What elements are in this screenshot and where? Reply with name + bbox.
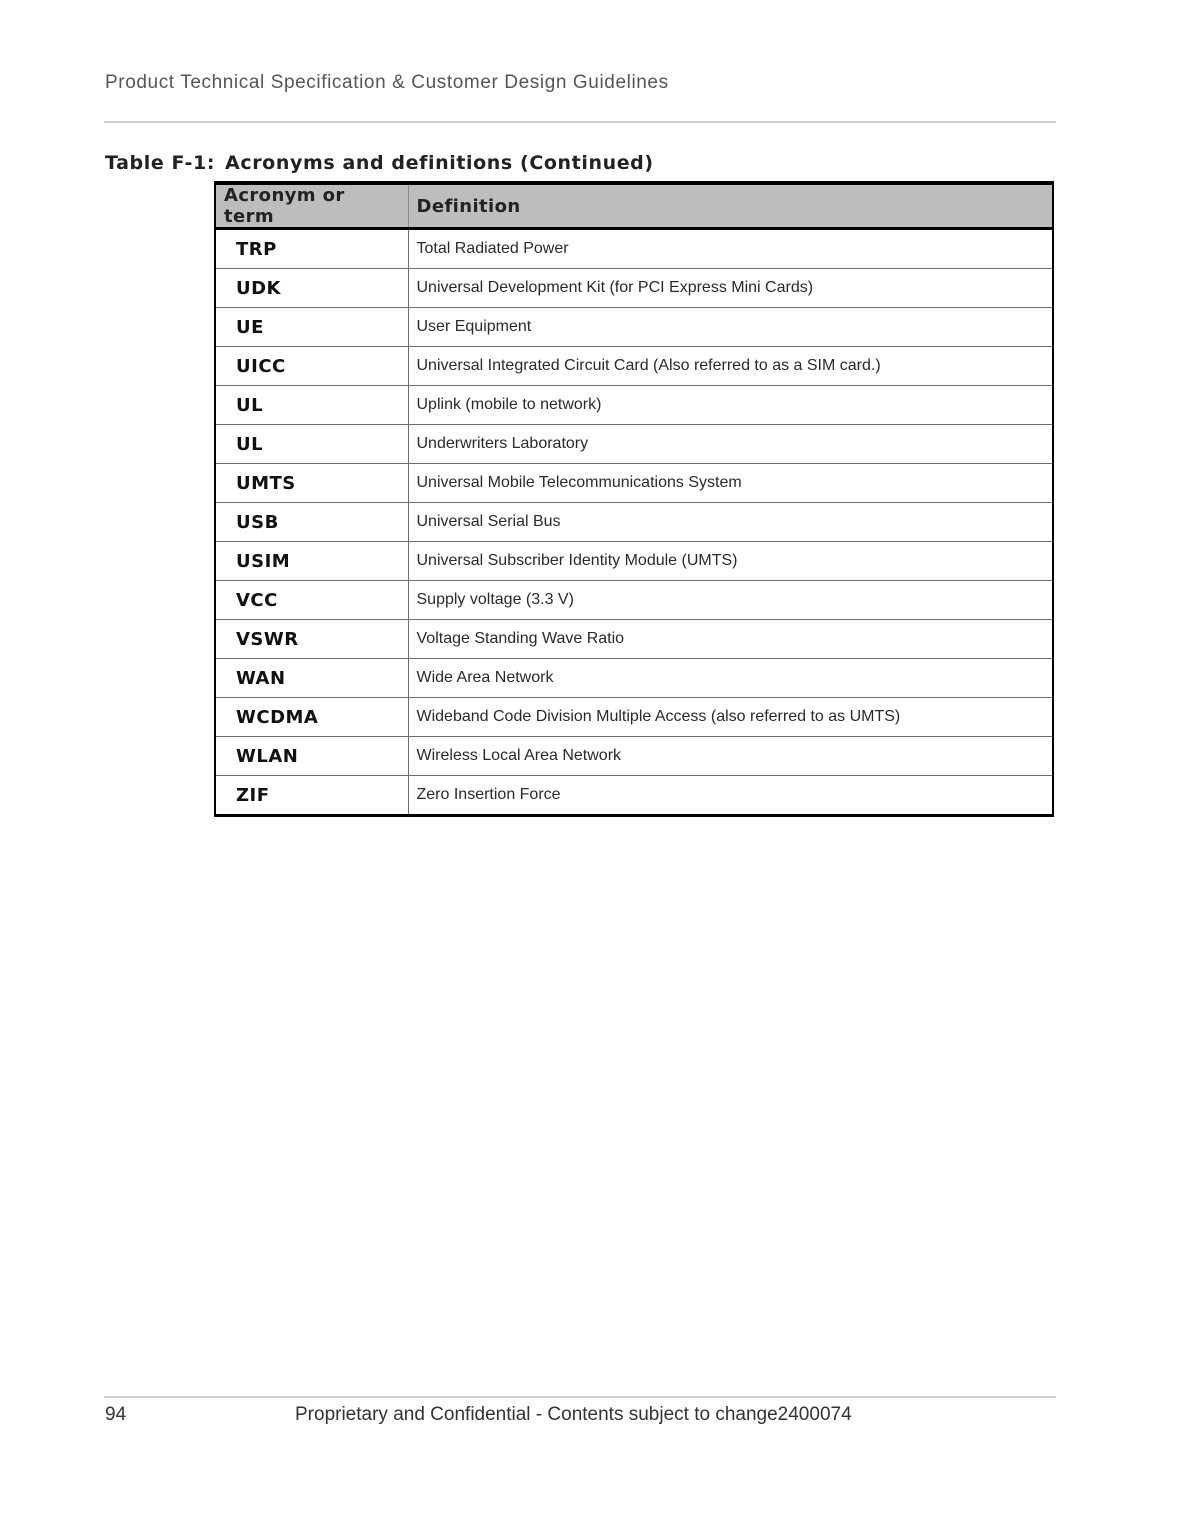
footer-divider bbox=[104, 1396, 1056, 1398]
table-header-row bbox=[215, 183, 1053, 229]
definition-cell: Universal Subscriber Identity Module (UMTS) bbox=[408, 542, 1053, 581]
table-row bbox=[215, 308, 1053, 347]
table-row bbox=[215, 425, 1053, 464]
column-header-term: Acronym or term bbox=[215, 183, 408, 229]
acronym-cell: UE bbox=[215, 308, 408, 347]
acronym-cell: UICC bbox=[215, 347, 408, 386]
table-row bbox=[215, 503, 1053, 542]
acronym-cell: VSWR bbox=[215, 620, 408, 659]
table-row bbox=[215, 581, 1053, 620]
acronym-cell: UMTS bbox=[215, 464, 408, 503]
acronym-cell: WLAN bbox=[215, 737, 408, 776]
definition-cell: Underwriters Laboratory bbox=[408, 425, 1053, 464]
definition-cell: Wireless Local Area Network bbox=[408, 737, 1053, 776]
definition-cell: Total Radiated Power bbox=[408, 229, 1053, 269]
table-row bbox=[215, 464, 1053, 503]
acronym-cell: USB bbox=[215, 503, 408, 542]
page-number: 94 bbox=[105, 1404, 127, 1425]
table-row bbox=[215, 737, 1053, 776]
acronym-cell: UL bbox=[215, 386, 408, 425]
acronym-cell: USIM bbox=[215, 542, 408, 581]
table-row bbox=[215, 269, 1053, 308]
acronyms-table bbox=[214, 181, 1054, 817]
definition-cell: Voltage Standing Wave Ratio bbox=[408, 620, 1053, 659]
definition-cell: Wide Area Network bbox=[408, 659, 1053, 698]
table-row bbox=[215, 776, 1053, 816]
table-row bbox=[215, 542, 1053, 581]
acronym-cell: WCDMA bbox=[215, 698, 408, 737]
acronym-cell: WAN bbox=[215, 659, 408, 698]
table-row bbox=[215, 620, 1053, 659]
definition-cell: Universal Serial Bus bbox=[408, 503, 1053, 542]
definition-cell: Universal Mobile Telecommunications System bbox=[408, 464, 1053, 503]
table-row bbox=[215, 229, 1053, 269]
table-caption-number: Table F-1: bbox=[105, 152, 216, 174]
definition-cell: User Equipment bbox=[408, 308, 1053, 347]
definition-cell: Supply voltage (3.3 V) bbox=[408, 581, 1053, 620]
table-row bbox=[215, 347, 1053, 386]
table-row bbox=[215, 659, 1053, 698]
table-caption bbox=[105, 152, 654, 174]
column-header-definition: Definition bbox=[408, 183, 1053, 229]
definition-cell: Universal Development Kit (for PCI Express Mini Cards) bbox=[408, 269, 1053, 308]
definition-cell: Wideband Code Division Multiple Access (also referred to as UMTS) bbox=[408, 698, 1053, 737]
table-row bbox=[215, 386, 1053, 425]
acronym-cell: TRP bbox=[215, 229, 408, 269]
table-caption-title: Acronyms and definitions (Continued) bbox=[225, 152, 654, 174]
page-header-title: Product Technical Specification & Customer Design Guidelines bbox=[105, 72, 669, 93]
acronym-cell: ZIF bbox=[215, 776, 408, 816]
acronym-cell: UL bbox=[215, 425, 408, 464]
table-row bbox=[215, 698, 1053, 737]
footer-text: Proprietary and Confidential - Contents subject to change2400074 bbox=[295, 1404, 852, 1425]
definition-cell: Zero Insertion Force bbox=[408, 776, 1053, 816]
definition-cell: Uplink (mobile to network) bbox=[408, 386, 1053, 425]
acronym-cell: UDK bbox=[215, 269, 408, 308]
acronym-cell: VCC bbox=[215, 581, 408, 620]
header-divider bbox=[104, 121, 1056, 123]
definition-cell: Universal Integrated Circuit Card (Also referred to as a SIM card.) bbox=[408, 347, 1053, 386]
